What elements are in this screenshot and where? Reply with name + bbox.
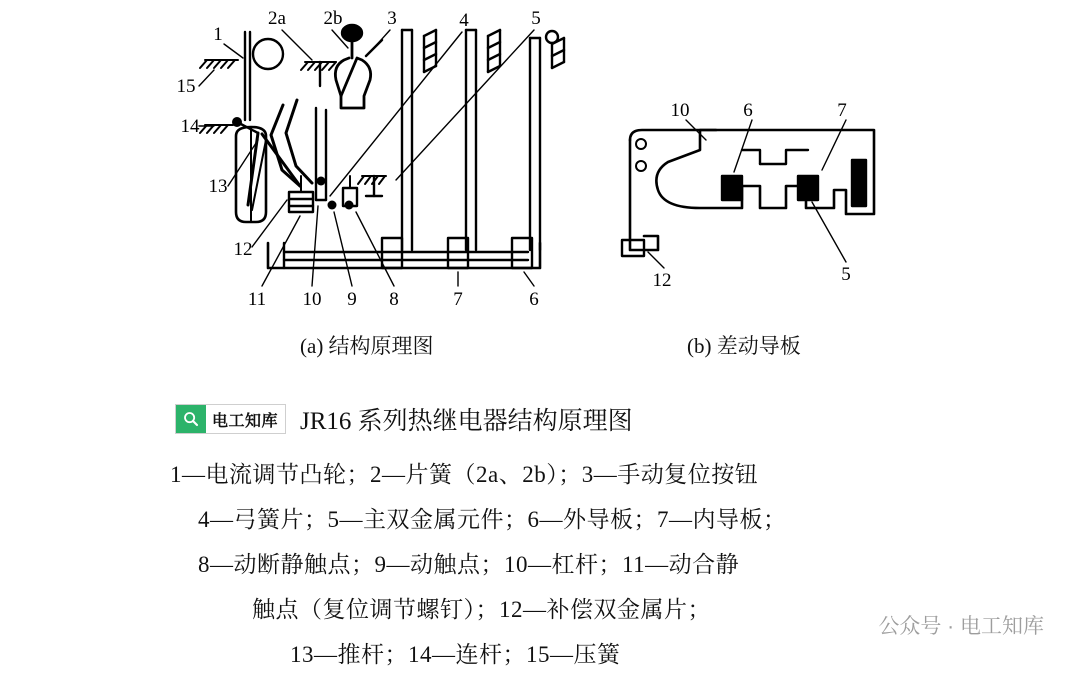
callout-2b: 2b <box>323 8 343 29</box>
figure-caption-b: (b) 差动导板 <box>687 334 801 358</box>
callout-14: 14 <box>180 116 200 137</box>
callout-8: 8 <box>389 289 399 310</box>
callout-12: 12 <box>233 239 253 260</box>
legend-line-3: 8—动断静触点；9—动触点；10—杠杆；11—动合静 <box>198 552 740 577</box>
figure-caption-a: (a) 结构原理图 <box>300 334 434 358</box>
callout-b-12: 12 <box>652 270 672 291</box>
callout-b-5: 5 <box>841 264 851 285</box>
callout-13: 13 <box>208 176 228 197</box>
callout-b-10: 10 <box>670 100 690 121</box>
callout-3: 3 <box>387 8 397 29</box>
callout-4: 4 <box>459 10 469 31</box>
brand-label: 电工知库 <box>212 412 279 430</box>
title-row <box>175 402 633 436</box>
legend-line-5: 13—推杆；14—连杆；15—压簧 <box>290 642 621 667</box>
search-icon <box>176 405 206 433</box>
brand-badge <box>175 404 286 434</box>
legend-line-2: 4—弓簧片；5—主双金属元件；6—外导板；7—内导板； <box>198 507 787 532</box>
legend-line-1: 1—电流调节凸轮；2—片簧（2a、2b）；3—手动复位按钮 <box>170 462 759 487</box>
callout-9: 9 <box>347 289 357 310</box>
callout-1: 1 <box>213 24 223 45</box>
callout-6: 6 <box>529 289 539 310</box>
callout-b-7: 7 <box>837 100 847 121</box>
legend-block <box>0 452 1080 677</box>
page-title: JR16 系列热继电器结构原理图 <box>300 408 633 435</box>
callout-2a: 2a <box>268 8 286 29</box>
callout-b-6: 6 <box>743 100 753 121</box>
callout-11: 11 <box>247 289 267 310</box>
callout-15: 15 <box>176 76 196 97</box>
legend-line-4: 触点（复位调节螺钉）；12—补偿双金属片； <box>252 597 711 622</box>
callout-7: 7 <box>453 289 463 310</box>
callout-10: 10 <box>302 289 322 310</box>
callout-5: 5 <box>531 8 541 29</box>
watermark: 公众号 · 电工知库 <box>878 615 1044 638</box>
